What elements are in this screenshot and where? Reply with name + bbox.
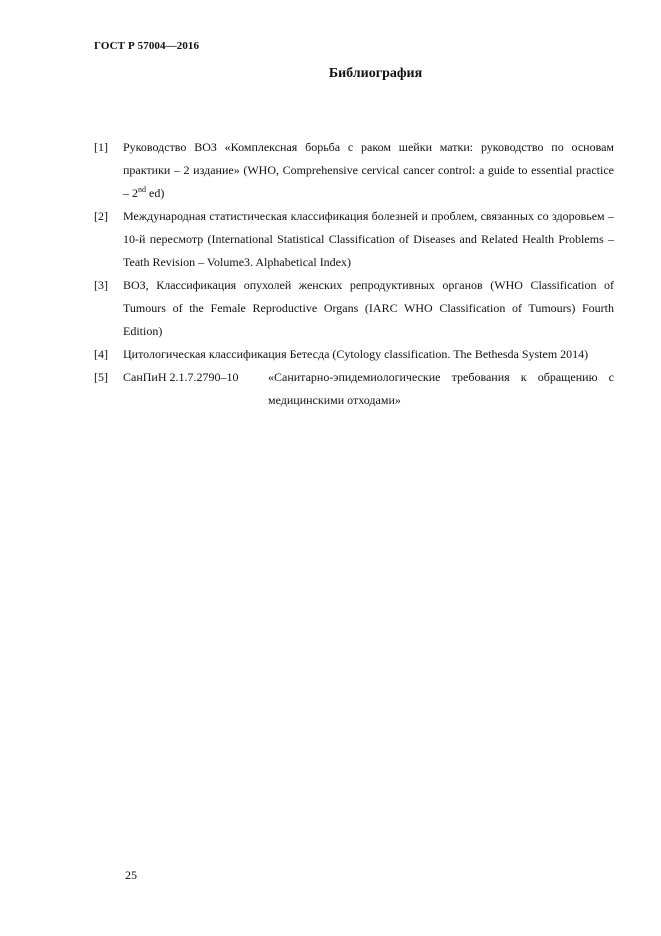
reference-item-2: [94, 205, 614, 274]
reference-number: [1]: [94, 140, 108, 154]
reference-text: Международная статистическая классификация болезней и проблем, связанных со здоровьем – 10-й пересмотр (International Statistical Classification of Diseases and Related Health Problems – Teath Revision – Volume3. Alphabetical Index): [123, 209, 614, 269]
reference-item-5: [94, 366, 614, 412]
page-title: Библиография: [328, 66, 423, 81]
reference-number: [5]: [94, 370, 108, 384]
reference-text-main: Руководство ВОЗ «Комплексная борьба с раком шейки матки: руководство по основам практики – 2 издание» (WHO, Comprehensive cervical cancer control: a guide to essential practice – 2: [123, 140, 614, 200]
reference-text: [123, 136, 614, 205]
page-number: 25: [125, 868, 137, 882]
bibliography-list: [94, 136, 614, 412]
reference-item-1: [94, 136, 614, 205]
reference-text-tail: ed): [146, 186, 165, 200]
reference-text: ВОЗ, Классификация опухолей женских репродуктивных органов (WHO Classification of Tumours of the Female Reproductive Organs (IARC WHO Classification of Tumours) Fourth Edition): [123, 278, 614, 338]
reference-title: «Санитарно-эпидемиологические требования к обращению с медицинскими отходами»: [268, 370, 614, 407]
reference-row: [123, 366, 614, 412]
reference-number: [4]: [94, 347, 108, 361]
document-code: ГОСТ Р 57004—2016: [94, 40, 200, 52]
reference-item-4: [94, 343, 614, 366]
reference-number: [2]: [94, 209, 108, 223]
reference-code: СанПиН 2.1.7.2790–10: [123, 370, 239, 384]
reference-item-3: [94, 274, 614, 343]
reference-text: Цитологическая классификация Бетесда (Cytology classification. The Bethesda System 2014): [123, 347, 589, 361]
reference-number: [3]: [94, 278, 108, 292]
ordinal-superscript: nd: [138, 185, 146, 194]
